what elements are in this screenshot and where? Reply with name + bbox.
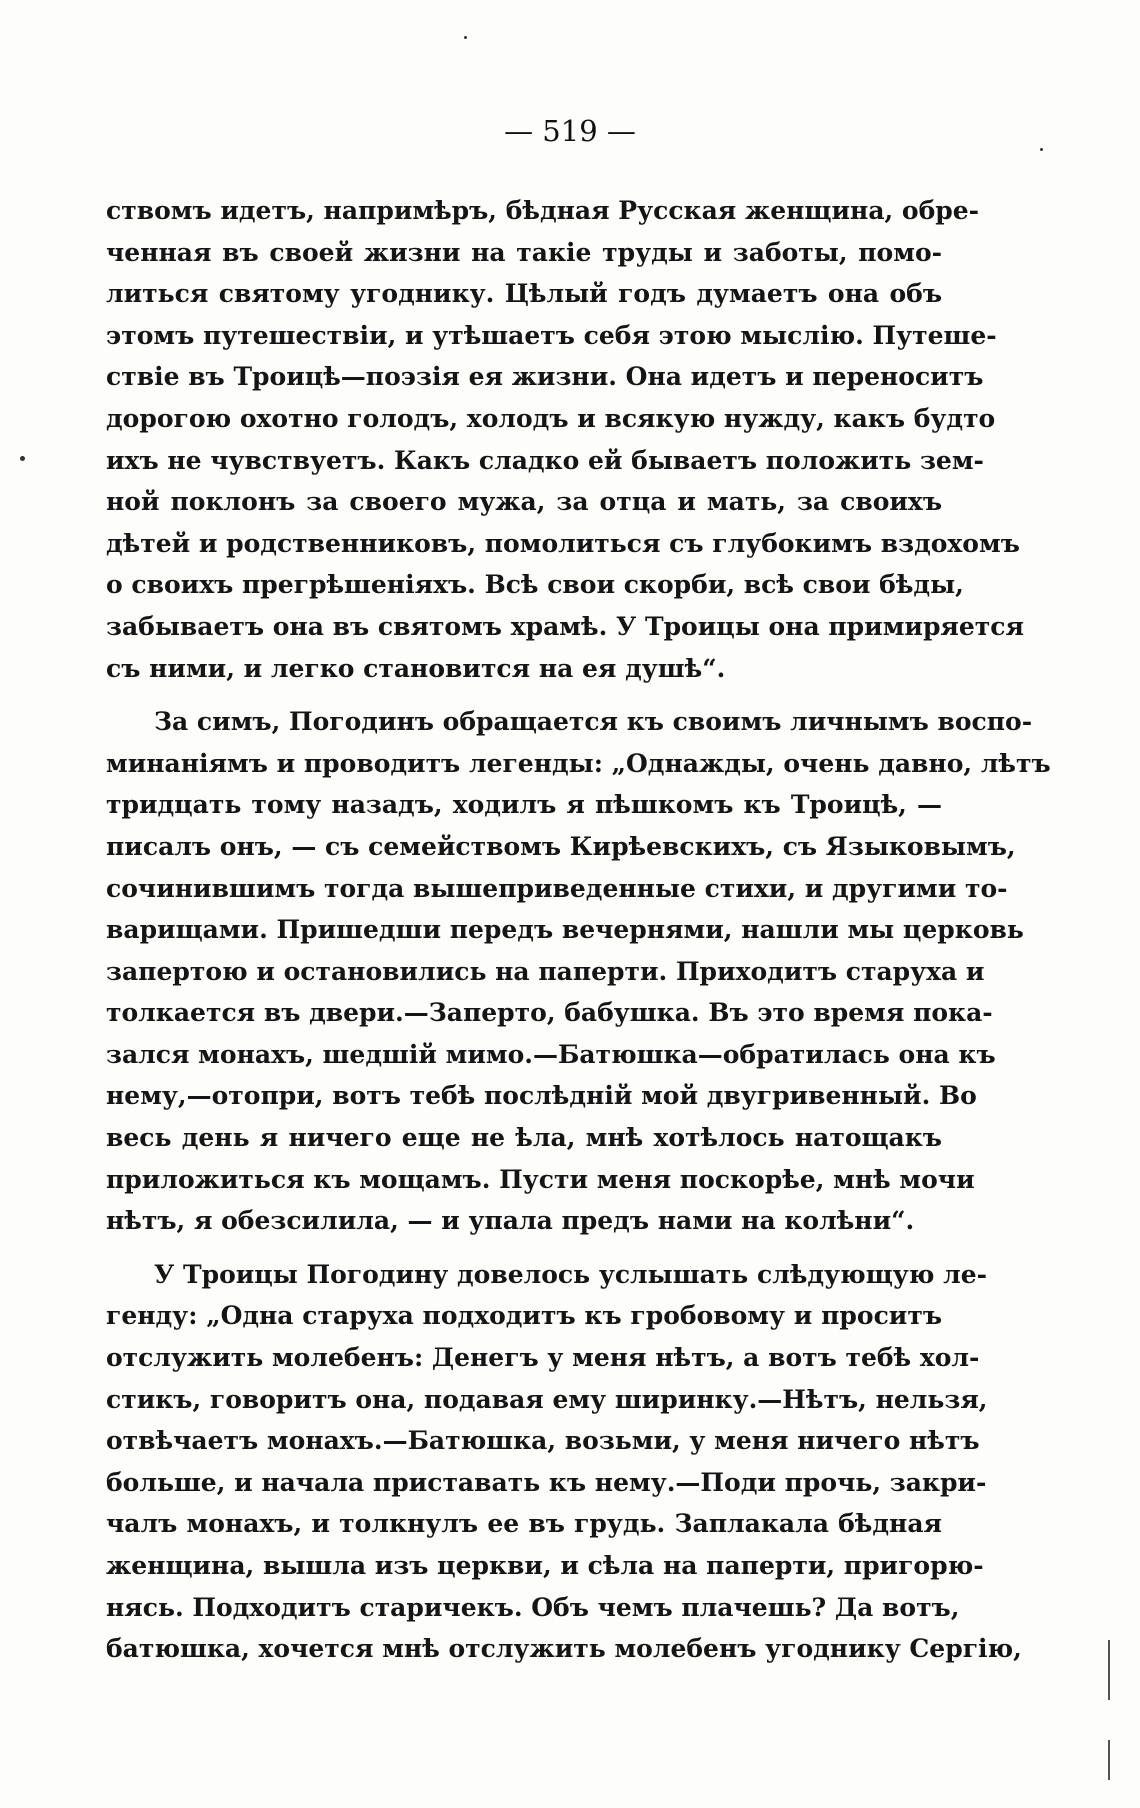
text-line: ной поклонъ за своего мужа, за отца и мать, за своихъ [106,487,942,517]
scan-speck [20,456,25,461]
text-line: сочинившимъ тогда вышеприведенные стихи, и другими то- [106,873,1008,903]
text-line: генду: „Одна старуха подходитъ къ гробовому и проситъ [106,1301,942,1331]
text-line: стикъ, говоритъ она, подавая ему ширинку.—Нѣтъ, нельзя, [106,1384,988,1414]
text-line: дорогою охотно голодъ, холодъ и всякую нужду, какъ будто [106,403,996,433]
scan-edge-mark [1108,1740,1110,1780]
text-line: больше, и начала приставать къ нему.—Поди прочь, закри- [106,1467,987,1497]
text-line: ствіе въ Троицѣ—поэзія ея жизни. Она идетъ и переноситъ [106,362,984,392]
text-line: У Троицы Погодину довелось услышать слѣдующую ле- [154,1259,987,1289]
paragraph-1 [106,190,1024,689]
scan-edge-mark [1108,1640,1110,1700]
text-line: нему,—отопри, вотъ тебѣ послѣдній мой двугривенный. Во [106,1081,977,1111]
paragraph-2 [106,701,1051,1242]
text-line: съ ними, и легко становится на ея душѣ“. [106,653,726,683]
text-line: отвѣчаетъ монахъ.—Батюшка, возьми, у меня ничего нѣтъ [106,1426,980,1456]
text-line: чалъ монахъ, и толкнулъ ее въ грудь. Заплакала бѣдная [106,1509,942,1539]
text-line: нясь. Подходитъ старичекъ. Объ чемъ плачешь? Да вотъ, [106,1592,960,1622]
text-line: приложиться къ мощамъ. Пусти меня поскорѣе, мнѣ мочи [106,1164,975,1194]
text-line: батюшка, хочется мнѣ отслужить молебенъ угоднику Сергію, [106,1634,1022,1664]
text-line: ствомъ идетъ, напримѣръ, бѣдная Русская женщина, обре- [106,196,980,225]
text-line: дѣтей и родственниковъ, помолиться съ глубокимъ вздохомъ [106,528,1020,558]
text-line: За симъ, Погодинъ обращается къ своимъ личнымъ воспо- [154,707,1033,737]
text-line: писалъ онъ, — съ семействомъ Кирѣевскихъ, съ Языковымъ, [106,831,1016,861]
text-line: тридцать тому назадъ, ходилъ я пѣшкомъ къ Троицѣ, — [106,790,942,820]
text-line: забываетъ она въ святомъ храмѣ. У Троицы она примиряется [106,611,1024,641]
page-number: — 519 — [504,114,636,148]
text-line: женщина, вышла изъ церкви, и сѣла на паперти, пригорю- [106,1551,984,1580]
text-line: ченная въ своей жизни на такіе труды и заботы, помо- [106,237,942,267]
scan-speck [464,36,467,39]
text-line: запертою и остановились на паперти. Приходитъ старуха и [106,956,985,986]
text-line: варищами. Пришедши передъ вечернями, нашли мы церковь [106,915,1024,945]
text-line: литься святому угоднику. Цѣлый годъ думаетъ она объ [106,279,942,309]
text-line: нѣтъ, я обезсилила, — и упала предъ нами на колѣни“. [106,1206,915,1236]
paragraph-3 [106,1254,1022,1670]
text-line: минаніямъ и проводитъ легенды: „Однажды, очень давно, лѣтъ [106,748,1051,778]
text-line: весь день я ничего еще не ѣла, мнѣ хотѣлось натощакъ [106,1123,942,1153]
text-line: толкается въ двери.—Заперто, бабушка. Въ это время пока- [106,998,993,1028]
text-line: зался монахъ, шедшій мимо.—Батюшка—обратилась она къ [106,1039,996,1069]
text-line: этомъ путешествіи, и утѣшаетъ себя этою мыслію. Путеше- [106,320,997,350]
text-line: отслужить молебенъ: Денегъ у меня нѣтъ, а вотъ тебѣ хол- [106,1343,980,1373]
text-line: о своихъ прегрѣшеніяхъ. Всѣ свои скорби, всѣ свои бѣды, [106,570,964,600]
body-text [106,190,1051,1670]
text-line: ихъ не чувствуетъ. Какъ сладко ей бываетъ положить зем- [106,445,984,475]
scan-speck [1040,148,1043,151]
